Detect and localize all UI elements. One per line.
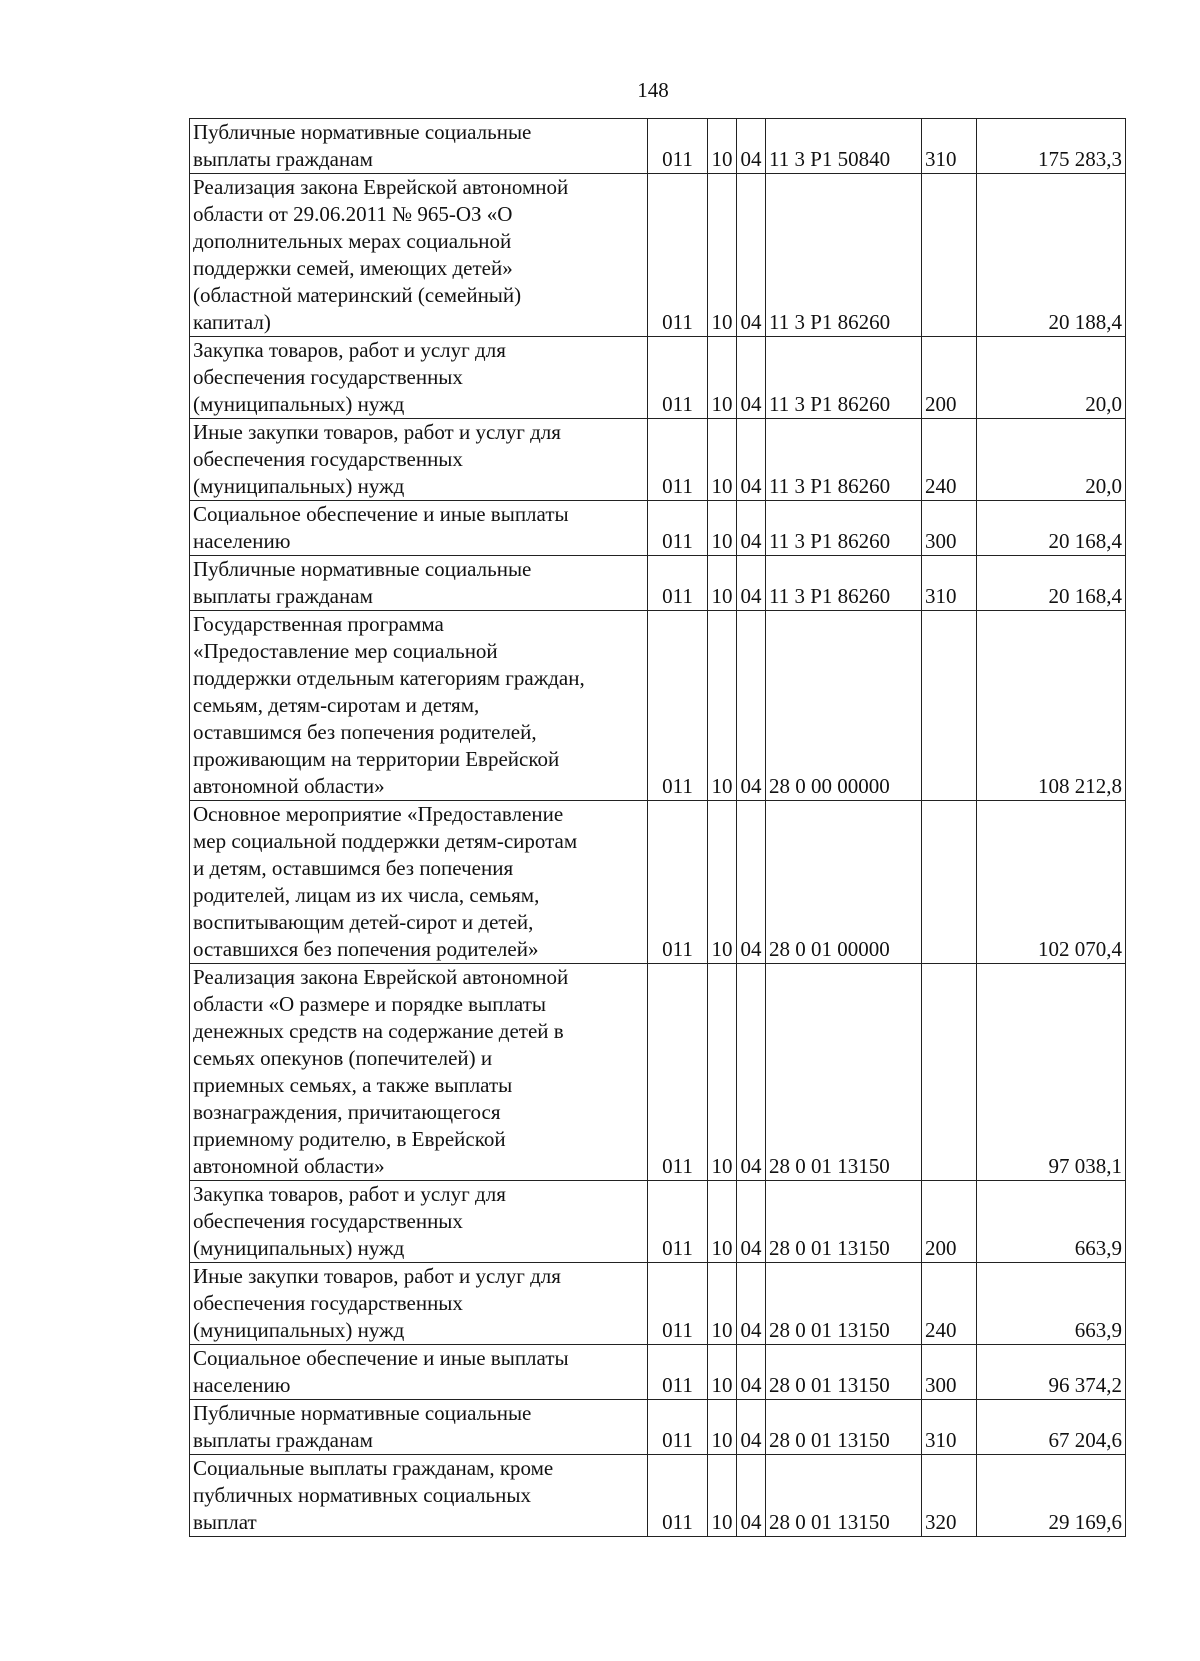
csr-code-cell: 28 0 01 13150 — [766, 1345, 922, 1400]
pr-code-cell: 04 — [737, 611, 766, 801]
pr-code-cell: 04 — [737, 1400, 766, 1455]
vr-code-cell: 310 — [922, 1400, 977, 1455]
gr-code-cell: 011 — [648, 119, 708, 174]
amount-cell: 97 038,1 — [977, 964, 1126, 1181]
csr-code-cell: 28 0 01 13150 — [766, 1263, 922, 1345]
rz-code-cell: 10 — [708, 501, 737, 556]
gr-code-cell: 011 — [648, 1345, 708, 1400]
pr-code-cell: 04 — [737, 1263, 766, 1345]
row-name-cell: Государственная программа «Предоставление мер социальной поддержки отдельным категориям граждан, семьям, детям-сиротам и детям, оставшимся без попечения родителей, проживающим на территории Еврейской автономной области» — [190, 611, 648, 801]
pr-code-cell: 04 — [737, 556, 766, 611]
gr-code-cell: 011 — [648, 419, 708, 501]
amount-cell: 663,9 — [977, 1181, 1126, 1263]
row-name-cell: Закупка товаров, работ и услуг для обеспечения государственных (муниципальных) нужд — [190, 1181, 648, 1263]
amount-cell: 108 212,8 — [977, 611, 1126, 801]
vr-code-cell: 240 — [922, 419, 977, 501]
table-row — [190, 174, 1126, 337]
row-name-cell: Социальное обеспечение и иные выплаты населению — [190, 501, 648, 556]
rz-code-cell: 10 — [708, 337, 737, 419]
gr-code-cell: 011 — [648, 611, 708, 801]
pr-code-cell: 04 — [737, 1345, 766, 1400]
row-name-cell: Публичные нормативные социальные выплаты гражданам — [190, 119, 648, 174]
csr-code-cell: 28 0 01 13150 — [766, 964, 922, 1181]
csr-code-cell: 28 0 01 13150 — [766, 1181, 922, 1263]
gr-code-cell: 011 — [648, 501, 708, 556]
table-row — [190, 611, 1126, 801]
pr-code-cell: 04 — [737, 419, 766, 501]
table-row — [190, 1400, 1126, 1455]
amount-cell: 20,0 — [977, 337, 1126, 419]
csr-code-cell: 11 3 Р1 50840 — [766, 119, 922, 174]
pr-code-cell: 04 — [737, 174, 766, 337]
amount-cell: 96 374,2 — [977, 1345, 1126, 1400]
rz-code-cell: 10 — [708, 1455, 737, 1537]
table-row — [190, 1263, 1126, 1345]
rz-code-cell: 10 — [708, 964, 737, 1181]
gr-code-cell: 011 — [648, 964, 708, 1181]
row-name-cell: Основное мероприятие «Предоставление мер социальной поддержки детям-сиротам и детям, оставшимся без попечения родителей, лицам из их числа, семьям, воспитывающим детей-сирот и детей, оставшихся без попечения родителей» — [190, 801, 648, 964]
vr-code-cell: 240 — [922, 1263, 977, 1345]
table-row — [190, 1455, 1126, 1537]
amount-cell: 20,0 — [977, 419, 1126, 501]
row-name-cell: Публичные нормативные социальные выплаты гражданам — [190, 556, 648, 611]
pr-code-cell: 04 — [737, 501, 766, 556]
vr-code-cell: 310 — [922, 556, 977, 611]
table-row — [190, 801, 1126, 964]
table-row — [190, 1345, 1126, 1400]
table-row — [190, 337, 1126, 419]
vr-code-cell: 300 — [922, 501, 977, 556]
rz-code-cell: 10 — [708, 1345, 737, 1400]
csr-code-cell: 11 3 Р1 86260 — [766, 556, 922, 611]
pr-code-cell: 04 — [737, 119, 766, 174]
amount-cell: 663,9 — [977, 1263, 1126, 1345]
row-name-cell: Социальные выплаты гражданам, кроме публичных нормативных социальных выплат — [190, 1455, 648, 1537]
budget-table — [189, 118, 1126, 1537]
gr-code-cell: 011 — [648, 1455, 708, 1537]
vr-code-cell — [922, 174, 977, 337]
pr-code-cell: 04 — [737, 337, 766, 419]
pr-code-cell: 04 — [737, 964, 766, 1181]
csr-code-cell: 11 3 Р1 86260 — [766, 174, 922, 337]
row-name-cell: Реализация закона Еврейской автономной области от 29.06.2011 № 965-ОЗ «О дополнительных мерах социальной поддержки семей, имеющих детей» (областной материнский (семейный) капитал) — [190, 174, 648, 337]
pr-code-cell: 04 — [737, 1455, 766, 1537]
gr-code-cell: 011 — [648, 1181, 708, 1263]
csr-code-cell: 28 0 00 00000 — [766, 611, 922, 801]
vr-code-cell — [922, 801, 977, 964]
table-row — [190, 501, 1126, 556]
csr-code-cell: 28 0 01 13150 — [766, 1400, 922, 1455]
table-row — [190, 419, 1126, 501]
vr-code-cell — [922, 611, 977, 801]
csr-code-cell: 11 3 Р1 86260 — [766, 419, 922, 501]
amount-cell: 67 204,6 — [977, 1400, 1126, 1455]
gr-code-cell: 011 — [648, 1263, 708, 1345]
amount-cell: 20 188,4 — [977, 174, 1126, 337]
gr-code-cell: 011 — [648, 1400, 708, 1455]
pr-code-cell: 04 — [737, 1181, 766, 1263]
vr-code-cell: 200 — [922, 1181, 977, 1263]
table-row — [190, 119, 1126, 174]
row-name-cell: Публичные нормативные социальные выплаты гражданам — [190, 1400, 648, 1455]
rz-code-cell: 10 — [708, 611, 737, 801]
pr-code-cell: 04 — [737, 801, 766, 964]
gr-code-cell: 011 — [648, 174, 708, 337]
amount-cell: 20 168,4 — [977, 501, 1126, 556]
rz-code-cell: 10 — [708, 174, 737, 337]
amount-cell: 20 168,4 — [977, 556, 1126, 611]
rz-code-cell: 10 — [708, 1263, 737, 1345]
rz-code-cell: 10 — [708, 556, 737, 611]
table-row — [190, 1181, 1126, 1263]
vr-code-cell — [922, 964, 977, 1181]
table-row — [190, 556, 1126, 611]
gr-code-cell: 011 — [648, 556, 708, 611]
amount-cell: 29 169,6 — [977, 1455, 1126, 1537]
gr-code-cell: 011 — [648, 337, 708, 419]
row-name-cell: Социальное обеспечение и иные выплаты населению — [190, 1345, 648, 1400]
amount-cell: 102 070,4 — [977, 801, 1126, 964]
vr-code-cell: 310 — [922, 119, 977, 174]
row-name-cell: Реализация закона Еврейской автономной области «О размере и порядке выплаты денежных средств на содержание детей в семьях опекунов (попечителей) и приемных семьях, а также выплаты вознаграждения, причитающегося приемному родителю, в Еврейской автономной области» — [190, 964, 648, 1181]
vr-code-cell: 320 — [922, 1455, 977, 1537]
page-number: 148 — [637, 78, 669, 102]
row-name-cell: Иные закупки товаров, работ и услуг для обеспечения государственных (муниципальных) нужд — [190, 1263, 648, 1345]
row-name-cell: Иные закупки товаров, работ и услуг для обеспечения государственных (муниципальных) нужд — [190, 419, 648, 501]
gr-code-cell: 011 — [648, 801, 708, 964]
row-name-cell: Закупка товаров, работ и услуг для обеспечения государственных (муниципальных) нужд — [190, 337, 648, 419]
rz-code-cell: 10 — [708, 419, 737, 501]
rz-code-cell: 10 — [708, 119, 737, 174]
table-body — [190, 119, 1126, 1537]
csr-code-cell: 11 3 Р1 86260 — [766, 501, 922, 556]
table-row — [190, 964, 1126, 1181]
csr-code-cell: 28 0 01 00000 — [766, 801, 922, 964]
rz-code-cell: 10 — [708, 1400, 737, 1455]
csr-code-cell: 11 3 Р1 86260 — [766, 337, 922, 419]
csr-code-cell: 28 0 01 13150 — [766, 1455, 922, 1537]
rz-code-cell: 10 — [708, 801, 737, 964]
rz-code-cell: 10 — [708, 1181, 737, 1263]
vr-code-cell: 300 — [922, 1345, 977, 1400]
amount-cell: 175 283,3 — [977, 119, 1126, 174]
vr-code-cell: 200 — [922, 337, 977, 419]
